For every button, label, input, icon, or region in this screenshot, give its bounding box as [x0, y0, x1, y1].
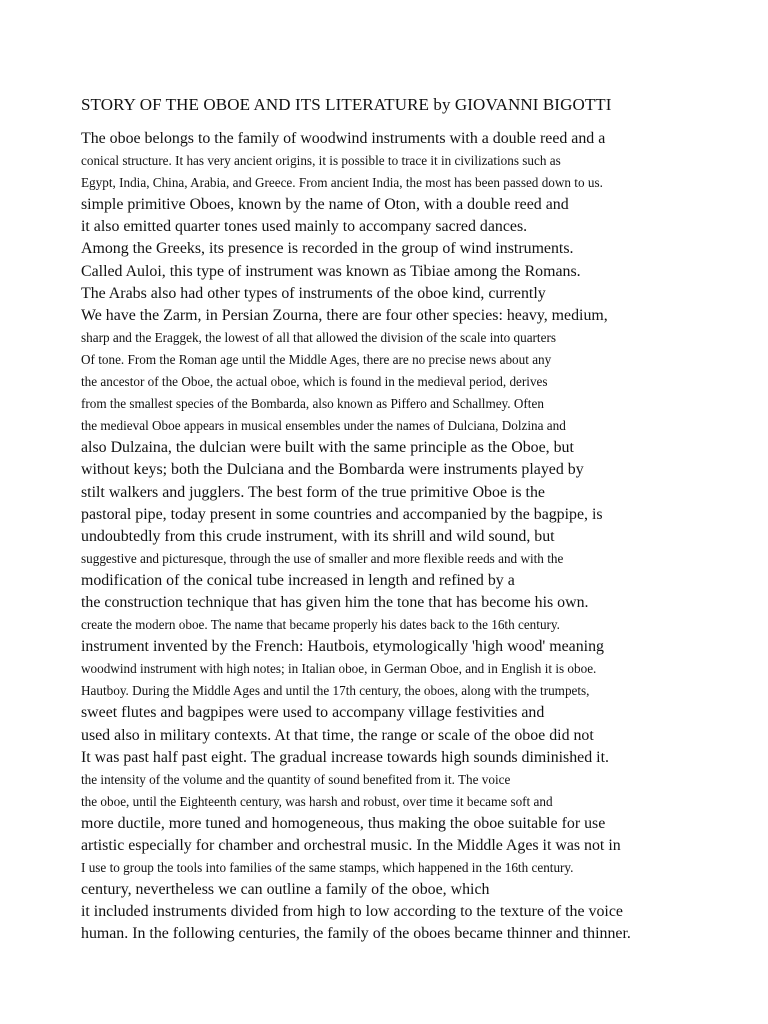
- body-line: Egypt, India, China, Arabia, and Greece. From ancient India, the most has been passed down to us.: [81, 175, 603, 191]
- body-line: without keys; both the Dulciana and the Bombarda were instruments played by: [81, 461, 584, 479]
- body-line: the oboe, until the Eighteenth century, was harsh and robust, over time it became soft and: [81, 793, 553, 809]
- body-line: from the smallest species of the Bombarda, also known as Piffero and Schallmey. Often: [81, 396, 544, 412]
- body-line: The Arabs also had other types of instruments of the oboe kind, currently: [81, 284, 546, 302]
- body-line: conical structure. It has very ancient origins, it is possible to trace it in civilizations such as: [81, 153, 561, 169]
- body-line: simple primitive Oboes, known by the name of Oton, with a double reed and: [81, 196, 569, 214]
- body-line: Called Auloi, this type of instrument was known as Tibiae among the Romans.: [81, 262, 581, 280]
- body-line: the ancestor of the Oboe, the actual oboe, which is found in the medieval period, derives: [81, 374, 548, 390]
- body-line: modification of the conical tube increased in length and refined by a: [81, 571, 515, 589]
- body-line: create the modern oboe. The name that became properly his dates back to the 16th century.: [81, 617, 560, 633]
- body-line: the medieval Oboe appears in musical ensembles under the names of Dulciana, Dolzina and: [81, 418, 566, 434]
- body-line: instrument invented by the French: Hautbois, etymologically 'high wood' meaning: [81, 638, 604, 656]
- body-line: it also emitted quarter tones used mainly to accompany sacred dances.: [81, 218, 528, 236]
- body-line: also Dulzaina, the dulcian were built with the same principle as the Oboe, but: [81, 439, 574, 457]
- body-line: artistic especially for chamber and orchestral music. In the Middle Ages it was not in: [81, 837, 621, 854]
- body-line: We have the Zarm, in Persian Zourna, there are four other species: heavy, medium,: [81, 306, 608, 324]
- body-line: Of tone. From the Roman age until the Middle Ages, there are no precise news about any: [81, 351, 552, 367]
- body-line: it included instruments divided from high to low according to the texture of the voice: [81, 903, 623, 921]
- body-line: suggestive and picturesque, through the use of smaller and more flexible reeds and with the: [81, 550, 564, 566]
- body-line: stilt walkers and jugglers. The best form of the true primitive Oboe is the: [81, 483, 545, 501]
- body-line: the construction technique that has given him the tone that has become his own.: [81, 593, 589, 611]
- body-line: pastoral pipe, today present in some countries and accompanied by the bagpipe, is: [81, 505, 603, 523]
- body-line: It was past half past eight. The gradual increase towards high sounds diminished it.: [81, 748, 609, 766]
- document-body: [81, 128, 741, 945]
- body-line: The oboe belongs to the family of woodwind instruments with a double reed and a: [81, 130, 606, 147]
- body-line: human. In the following centuries, the family of the oboes became thinner and thinner.: [81, 925, 631, 943]
- body-line: more ductile, more tuned and homogeneous, thus making the oboe suitable for use: [81, 814, 606, 832]
- body-line: century, nevertheless we can outline a family of the oboe, which: [81, 881, 490, 899]
- body-line: Hautboy. During the Middle Ages and until the 17th century, the oboes, along with the trumpets,: [81, 683, 590, 699]
- body-line: Among the Greeks, its presence is recorded in the group of wind instruments.: [81, 240, 574, 258]
- document-title: STORY OF THE OBOE AND ITS LITERATURE by GIOVANNI BIGOTTI: [81, 95, 612, 114]
- body-line: undoubtedly from this crude instrument, with its shrill and wild sound, but: [81, 527, 555, 545]
- body-line: the intensity of the volume and the quantity of sound benefited from it. The voice: [81, 771, 511, 787]
- body-line: used also in military contexts. At that time, the range or scale of the oboe did not: [81, 726, 594, 744]
- body-line: sweet flutes and bagpipes were used to accompany village festivities and: [81, 704, 545, 722]
- body-line: I use to group the tools into families of the same stamps, which happened in the 16th century.: [81, 860, 574, 876]
- body-line: woodwind instrument with high notes; in Italian oboe, in German Oboe, and in English it is oboe.: [81, 661, 597, 677]
- body-line: sharp and the Eraggek, the lowest of all that allowed the division of the scale into quarters: [81, 329, 556, 345]
